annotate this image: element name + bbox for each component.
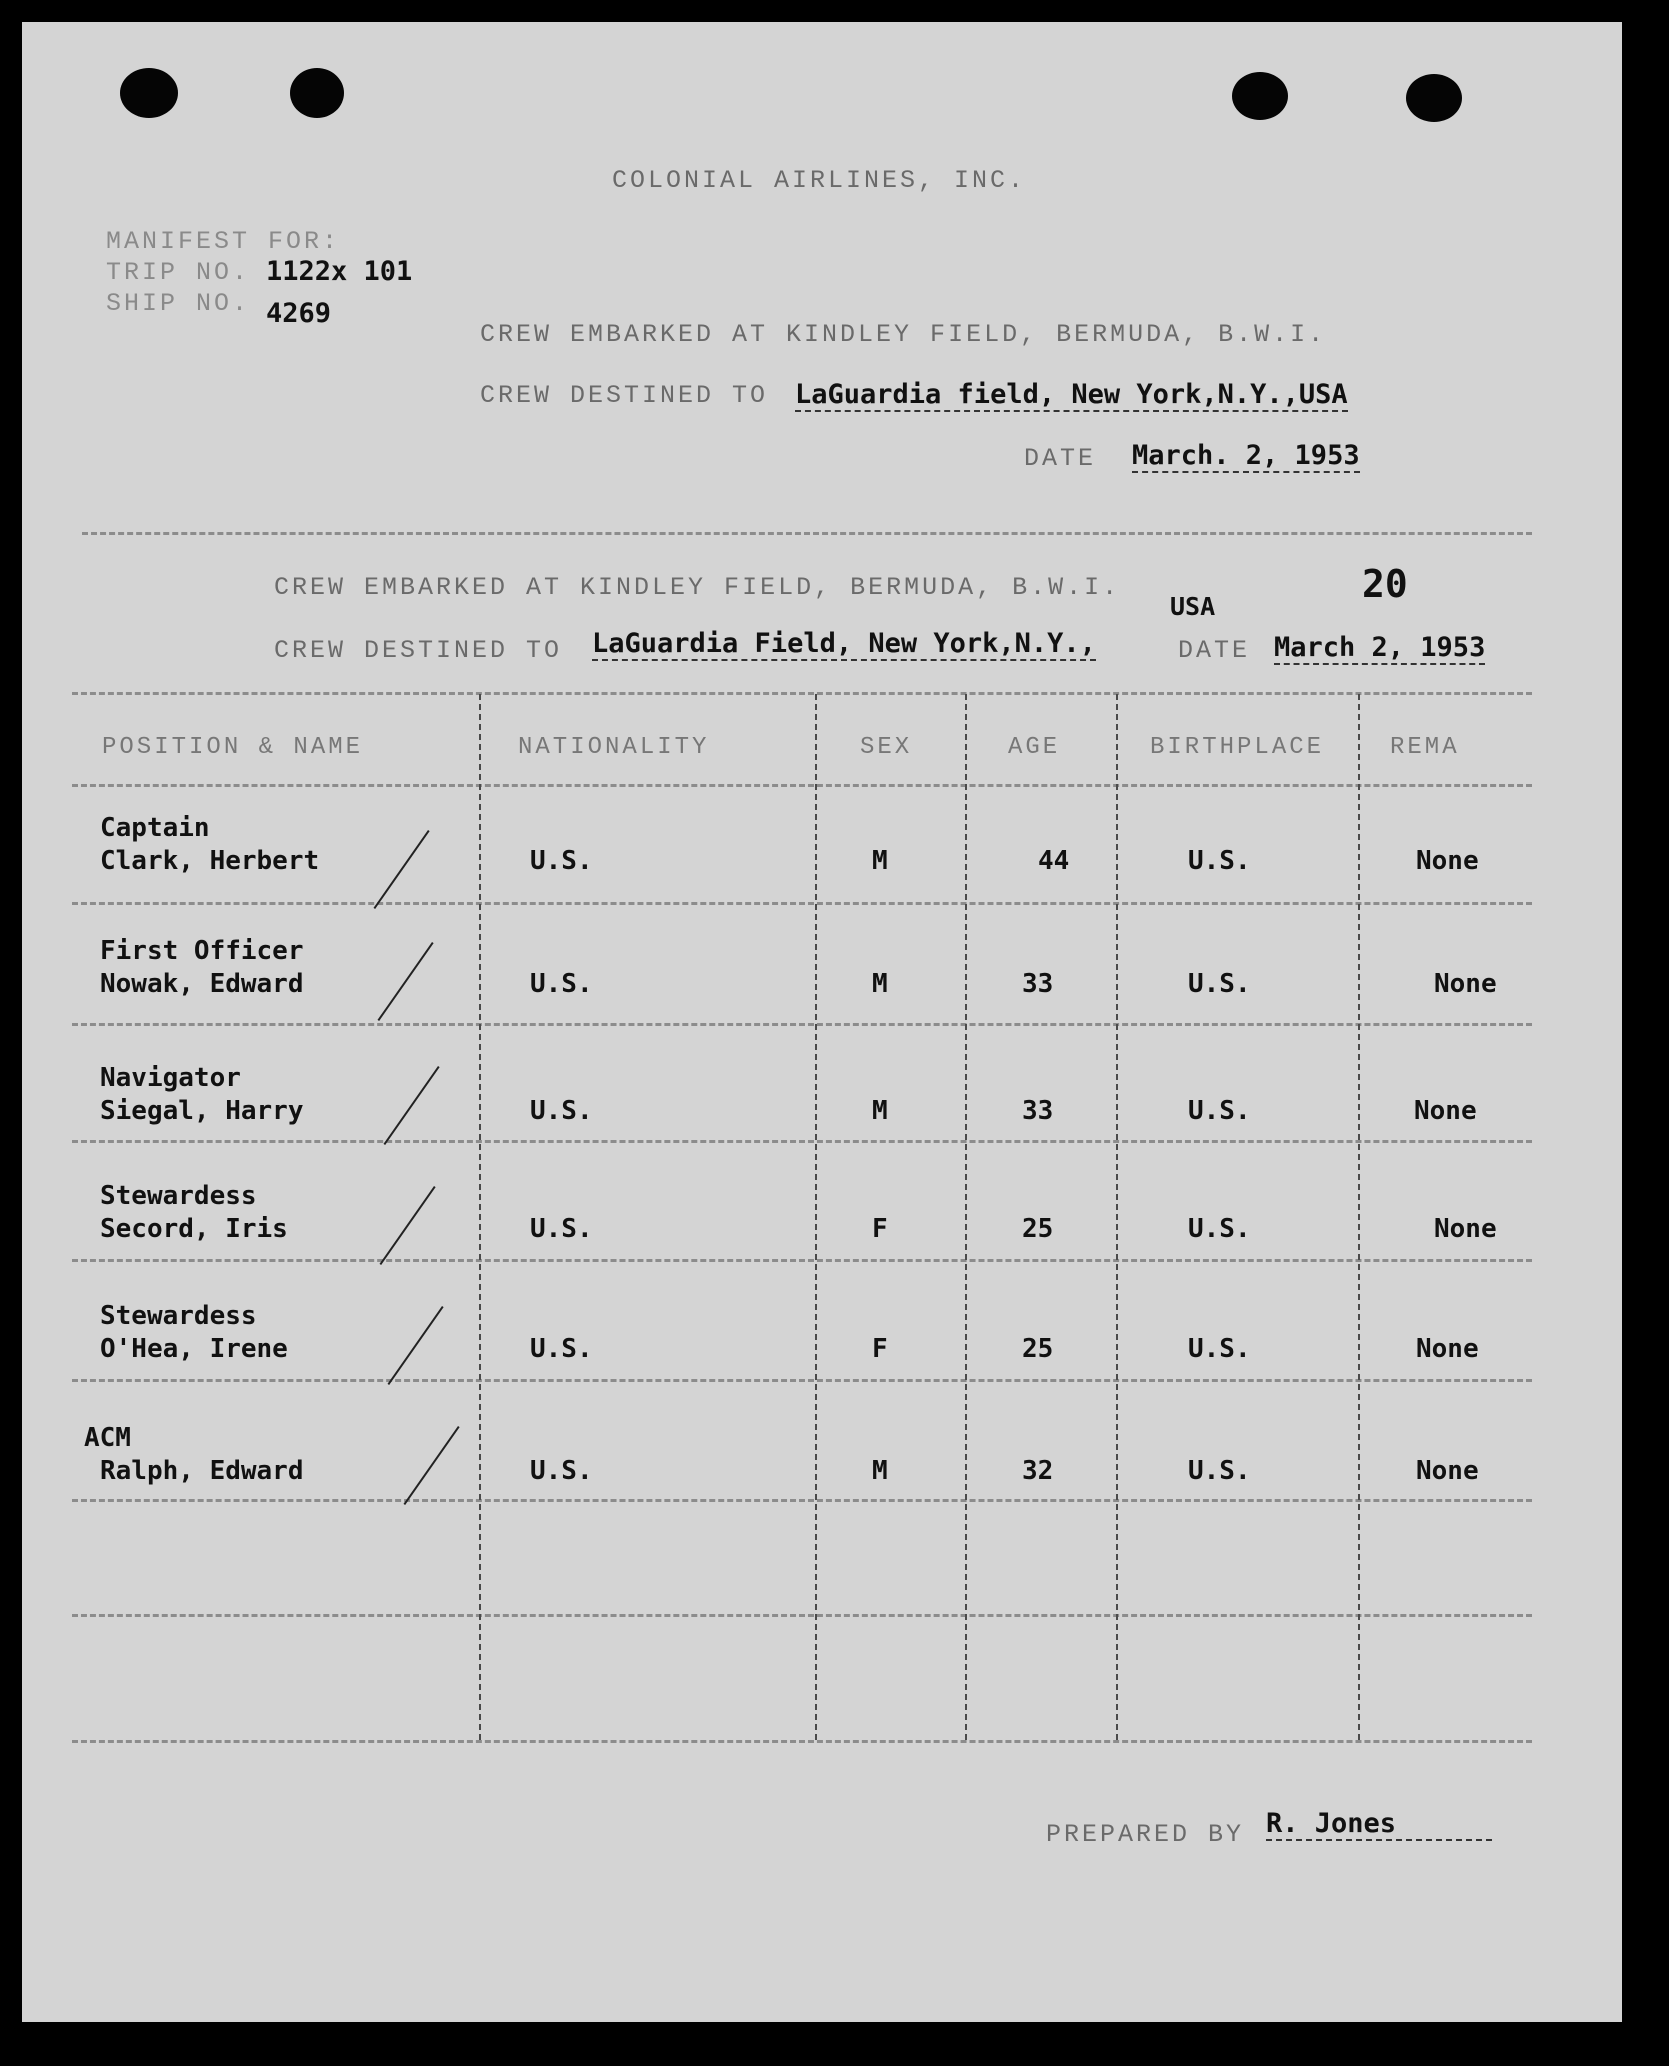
top-date-value: March. 2, 1953 [1132,440,1360,471]
row-position: Stewardess [100,1301,257,1331]
row-birthplace: U.S. [1188,1334,1251,1364]
row-age: 25 [1022,1334,1054,1364]
row-remarks: None [1416,1334,1479,1364]
column-divider [815,694,817,1740]
top-embarked-line: CREW EMBARKED AT KINDLEY FIELD, BERMUDA, B.W.I. [480,320,1327,349]
row-position: Stewardess [100,1181,257,1211]
row-divider [72,1023,1532,1026]
row-nationality: U.S. [530,1214,593,1244]
column-divider [479,694,481,1740]
table-bottom-border [72,1740,1532,1743]
usa-label: USA [1170,592,1216,621]
check-mark [404,1426,460,1505]
trip-number: 1122x 101 [266,256,413,287]
row-sex: M [872,969,888,999]
row-position: Navigator [100,1063,241,1093]
row-position: ACM [84,1423,131,1453]
check-mark [384,1066,440,1145]
row-age: 33 [1022,1096,1054,1126]
divider [82,532,1532,535]
table-top-border [72,692,1532,695]
row-divider [72,1140,1532,1143]
row-sex: F [872,1214,888,1244]
table-header-border [72,784,1532,787]
column-divider [965,694,967,1740]
row-birthplace: U.S. [1188,846,1251,876]
row-age: 32 [1022,1456,1054,1486]
ship-label: SHIP NO. [106,289,251,318]
row-nationality: U.S. [530,846,593,876]
row-divider [72,1379,1532,1382]
second-embarked-line: CREW EMBARKED AT KINDLEY FIELD, BERMUDA, B.W.I. [274,573,1121,602]
prepared-by-value: R. Jones [1266,1808,1492,1841]
manifest-page [22,22,1622,2022]
check-mark [374,830,430,909]
check-mark [380,1186,436,1265]
row-age: 25 [1022,1214,1054,1244]
check-mark [378,942,434,1021]
column-divider [1358,694,1360,1740]
prepared-by-label: PREPARED BY [1046,1820,1245,1849]
top-date-label: DATE [1024,444,1097,473]
row-remarks: None [1416,846,1479,876]
row-sex: M [872,846,888,876]
row-divider [72,1259,1532,1262]
row-name: O'Hea, Irene [100,1334,288,1364]
company-name: COLONIAL AIRLINES, INC. [612,166,1027,195]
row-nationality: U.S. [530,1334,593,1364]
column-divider [1116,694,1118,1740]
row-sex: F [872,1334,888,1364]
second-date-value: March 2, 1953 [1274,632,1486,663]
row-birthplace: U.S. [1188,1456,1251,1486]
row-name: Ralph, Edward [100,1456,304,1486]
punch-hole [1232,72,1288,120]
row-nationality: U.S. [530,1096,593,1126]
second-destined-label: CREW DESTINED TO [274,636,563,665]
row-sex: M [872,1456,888,1486]
row-name: Clark, Herbert [100,846,320,876]
row-position: Captain [100,813,210,843]
row-divider [72,1499,1532,1502]
manifest-label: MANIFEST FOR: [106,227,341,256]
row-remarks: None [1416,1456,1479,1486]
header-remarks: REMA [1390,734,1460,761]
header-age: AGE [1008,734,1061,761]
punch-hole [120,68,178,118]
top-destined-label: CREW DESTINED TO [480,381,769,410]
row-name: Nowak, Edward [100,969,304,999]
row-birthplace: U.S. [1188,969,1251,999]
punch-hole [1406,74,1462,122]
top-destined-value: LaGuardia field, New York,N.Y.,USA [795,379,1348,410]
row-name: Secord, Iris [100,1214,288,1244]
row-age: 33 [1022,969,1054,999]
trip-label: TRIP NO. [106,258,251,287]
row-nationality: U.S. [530,969,593,999]
row-birthplace: U.S. [1188,1096,1251,1126]
ship-number: 4269 [266,298,332,329]
row-remarks: None [1414,1096,1477,1126]
second-destined-value: LaGuardia Field, New York,N.Y., [592,628,1096,659]
row-position: First Officer [100,936,304,966]
crew-count: 20 [1362,562,1408,606]
row-divider [72,902,1532,905]
row-birthplace: U.S. [1188,1214,1251,1244]
second-date-label: DATE [1178,636,1251,665]
row-sex: M [872,1096,888,1126]
header-sex: SEX [860,734,913,761]
row-divider [72,1614,1532,1617]
header-birthplace: BIRTHPLACE [1150,734,1325,761]
row-remarks: None [1434,1214,1497,1244]
check-mark [388,1306,444,1385]
row-nationality: U.S. [530,1456,593,1486]
header-position-name: POSITION & NAME [102,734,364,761]
punch-hole [290,68,344,118]
row-age: 44 [1038,846,1070,876]
header-nationality: NATIONALITY [518,734,710,761]
row-name: Siegal, Harry [100,1096,304,1126]
row-remarks: None [1434,969,1497,999]
